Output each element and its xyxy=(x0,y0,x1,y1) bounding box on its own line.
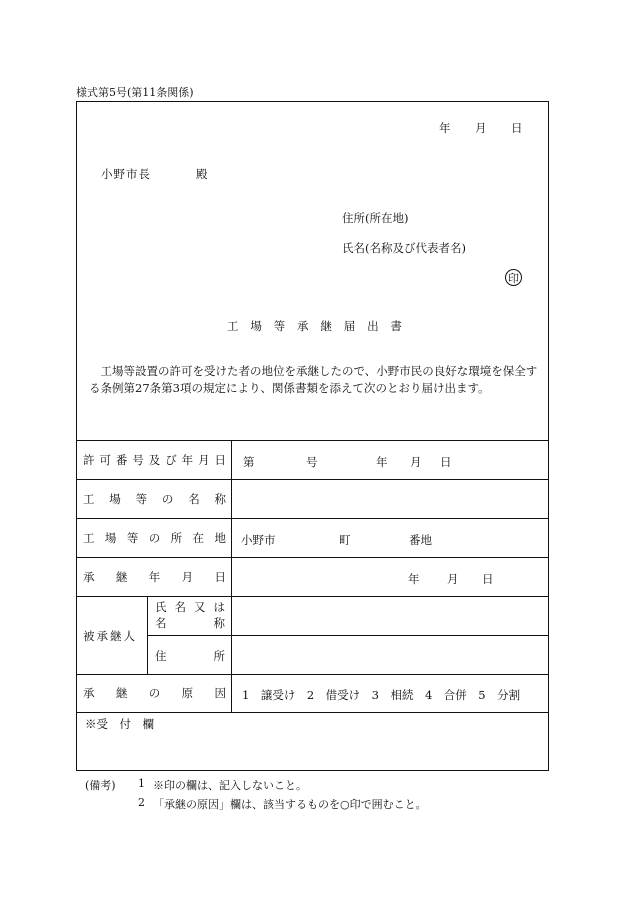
predecessor-address-label: 住 所 xyxy=(155,649,225,663)
succession-year: 年 xyxy=(408,572,420,586)
permit-go: 号 xyxy=(306,455,318,469)
applicant-address-label: 住所(所在地) xyxy=(342,211,409,225)
reception-label: ※受 付 欄 xyxy=(85,717,154,731)
location-town: 町 xyxy=(339,533,351,547)
title-char: 承 xyxy=(297,319,309,333)
title-char: 等 xyxy=(273,319,286,333)
permit-day: 日 xyxy=(440,455,452,469)
form-label: 様式第5号(第11条関係) xyxy=(76,86,194,99)
title-char: 出 xyxy=(367,319,379,333)
row-line xyxy=(77,712,548,713)
column-line-inner xyxy=(147,596,148,674)
permit-number-label: 許 可 番 号 及 び 年 月 日 xyxy=(83,453,226,467)
permit-month: 月 xyxy=(410,455,422,469)
addressee-name: 小野市長 xyxy=(101,167,151,181)
title-char: 継 xyxy=(320,319,332,333)
date-year: 年 xyxy=(439,121,451,135)
factory-location-label: 工 場 等 の 所 在 地 xyxy=(83,531,226,545)
succession-month: 月 xyxy=(447,572,459,586)
factory-name-label: 工 場 等 の 名 称 xyxy=(83,492,226,506)
permit-year: 年 xyxy=(376,455,388,469)
title-char: 場 xyxy=(250,319,262,333)
reason-label: 承 継 の 原 因 xyxy=(83,686,226,700)
addressee-honorific: 殿 xyxy=(196,167,208,181)
note-number: 1 xyxy=(138,777,145,790)
note-text: 「承継の原因」欄は、該当するものを○印で囲むこと。 xyxy=(153,798,427,811)
location-city: 小野市 xyxy=(241,533,276,547)
reason-options: 1 譲受け 2 借受け 3 相続 4 合併 5 分割 xyxy=(242,688,521,702)
title-char: 工 xyxy=(227,319,239,333)
title-char: 書 xyxy=(390,319,402,333)
title-char: 届 xyxy=(343,319,356,333)
succession-date-label: 承 継 年 月 日 xyxy=(83,570,226,584)
note-number: 2 xyxy=(138,796,145,809)
body-text: 工場等設置の許可を受けた者の地位を承継したので、小野市民の良好な環境を保全する条例第27条第3項の規定により、関係書類を添えて次のとおり届け出ます。 xyxy=(89,364,538,395)
date-day: 日 xyxy=(511,121,523,135)
seal-mark: 印 xyxy=(505,269,522,286)
row-line-partial xyxy=(147,635,549,636)
document-title xyxy=(227,318,402,334)
location-lot: 番地 xyxy=(409,533,432,547)
note-text: ※印の欄は、記入しないこと。 xyxy=(153,779,307,792)
date-month: 月 xyxy=(475,121,487,135)
applicant-name-label: 氏名(名称及び代表者名) xyxy=(342,241,466,255)
permit-dai: 第 xyxy=(243,455,255,469)
succession-day: 日 xyxy=(482,572,494,586)
notes-heading: (備考) xyxy=(85,779,116,792)
form-frame xyxy=(76,101,549,771)
predecessor-label: 被承継人 xyxy=(83,629,137,643)
predecessor-name-label-line2: 名 称 xyxy=(155,616,225,630)
column-line xyxy=(231,440,232,712)
predecessor-name-label-line1: 氏 名 又 は xyxy=(155,600,225,614)
